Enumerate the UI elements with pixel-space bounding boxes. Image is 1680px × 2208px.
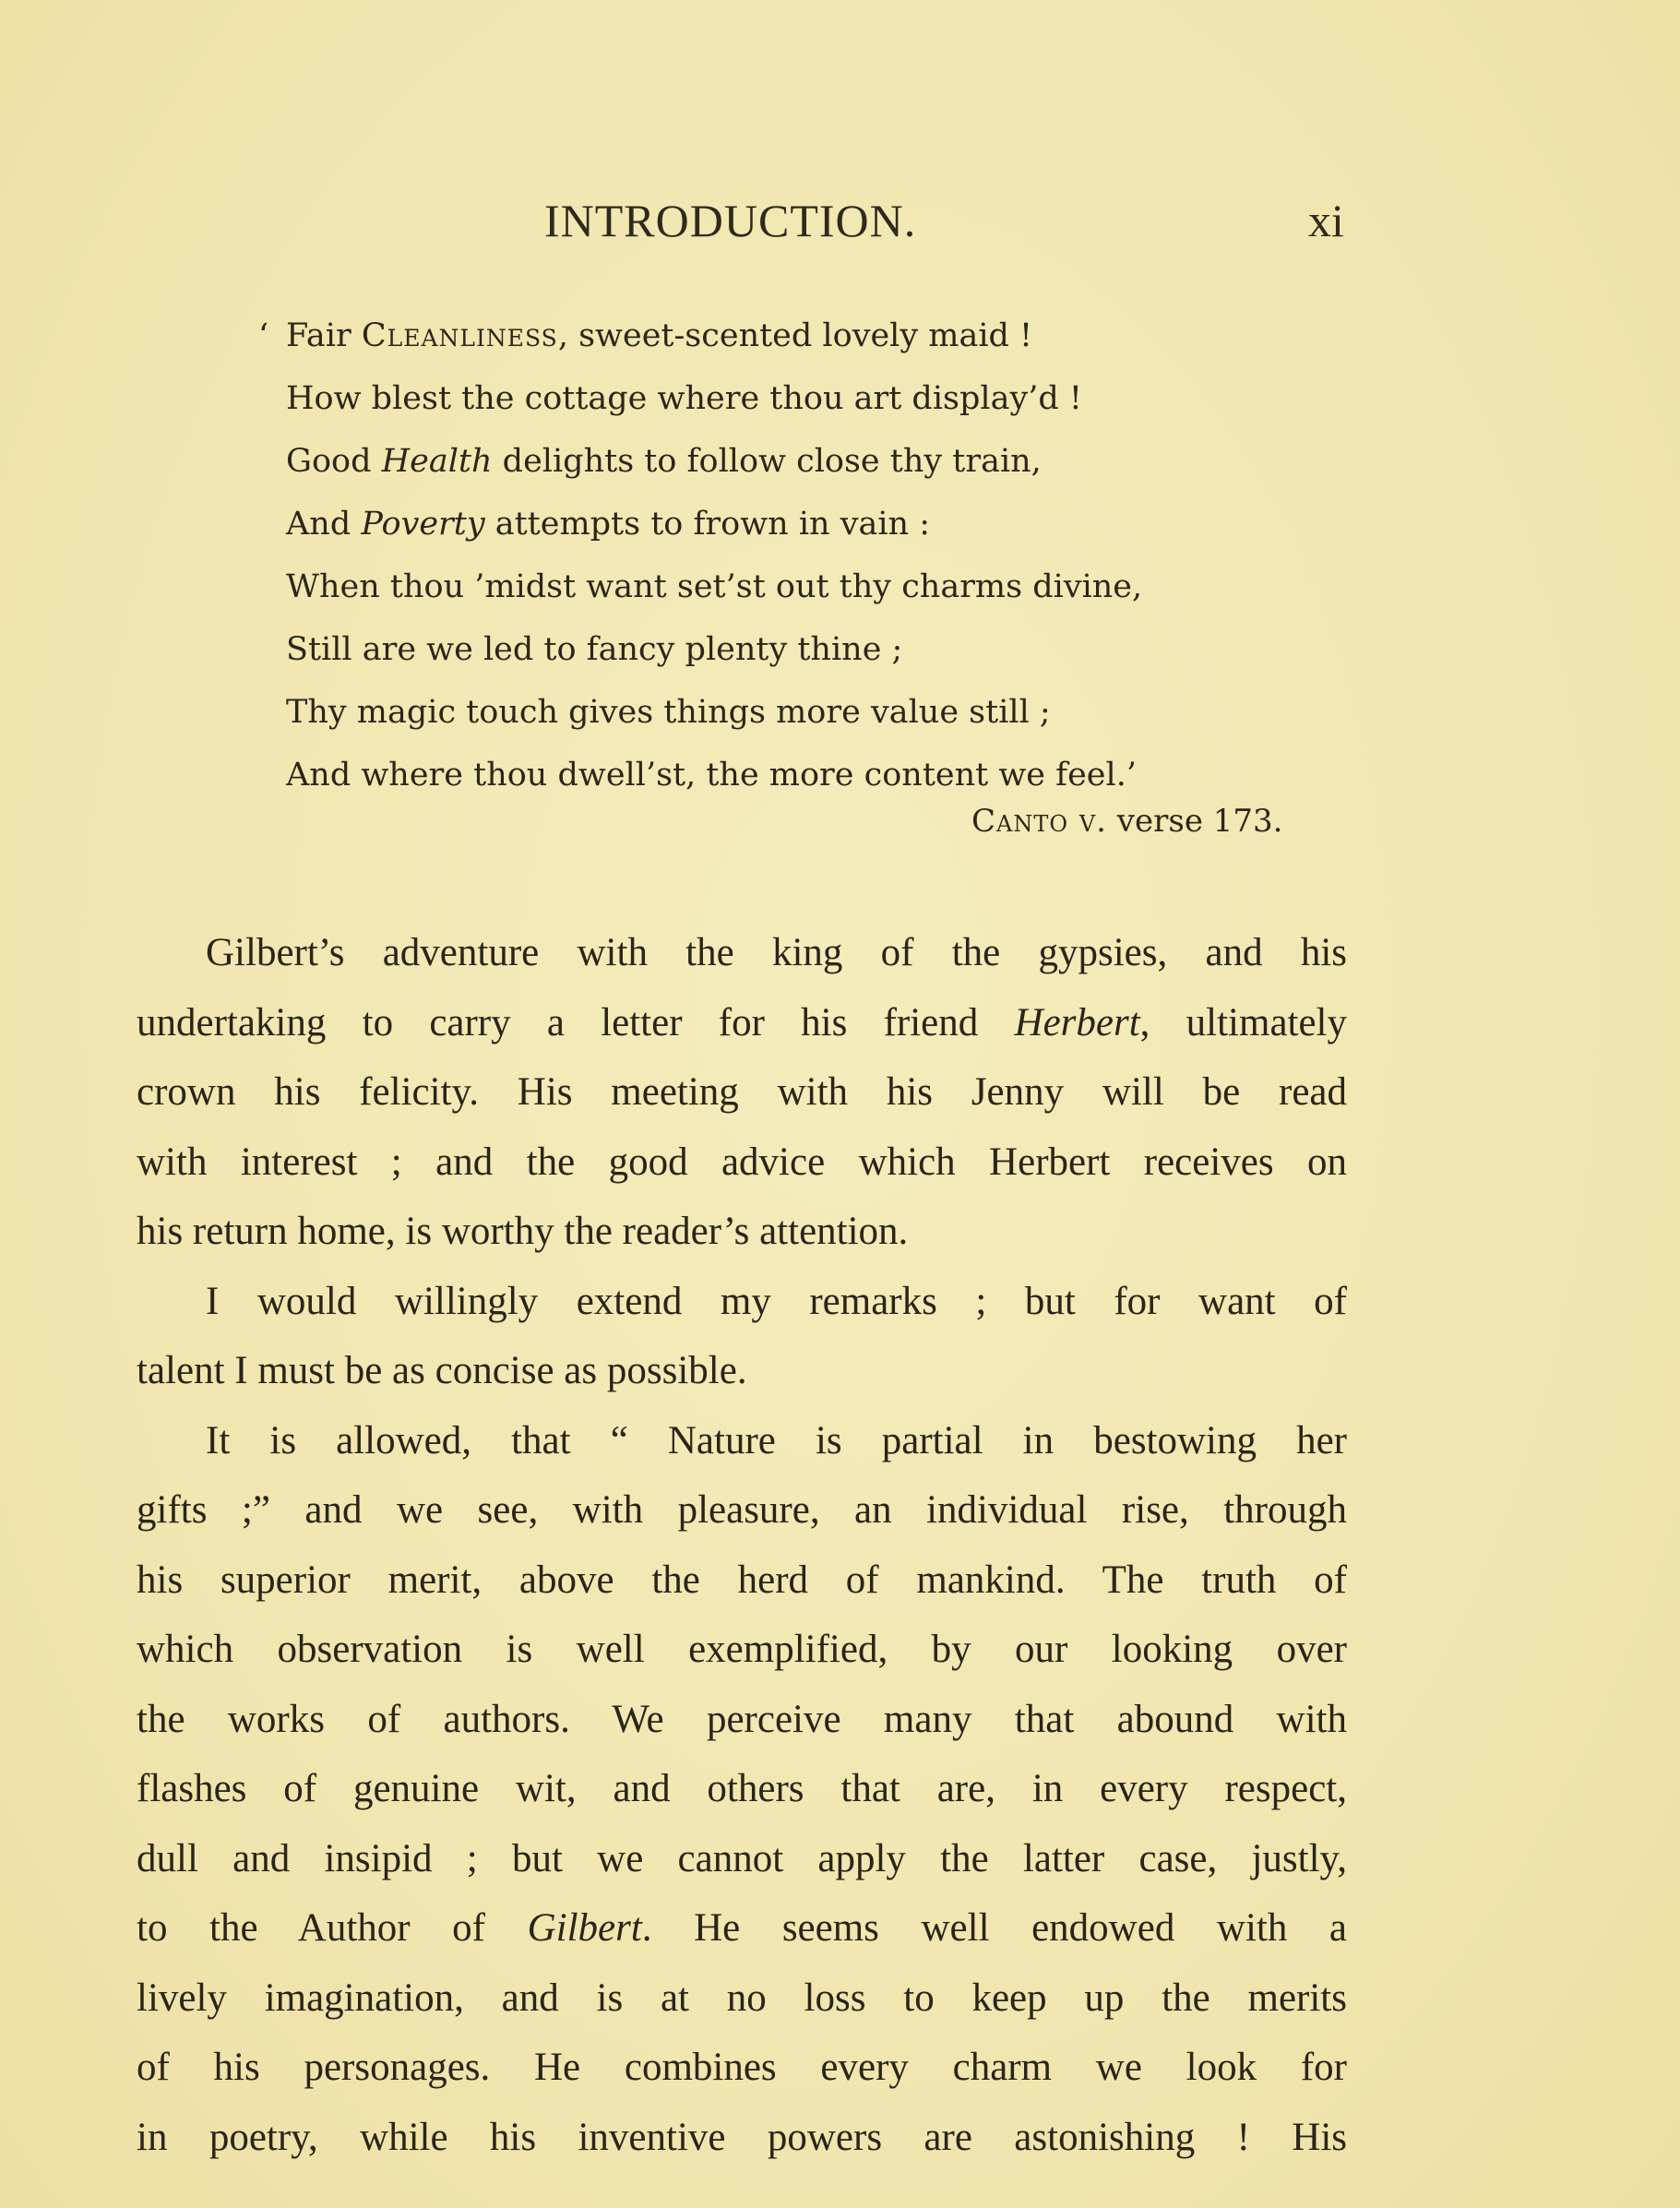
line-text: in poetry, while his inventive powers are astonishing ! His — [137, 2115, 1347, 2159]
text-line — [137, 1893, 1347, 1963]
text-line — [137, 1336, 1347, 1406]
text-line — [137, 1754, 1347, 1824]
opening-quote-mark: ‘ — [258, 317, 269, 354]
line-text: undertaking to carry a letter for his friend — [137, 1000, 1015, 1044]
attribution-small-caps: Canto v. — [971, 803, 1107, 840]
verse-text: attempts to frown in vain : — [484, 506, 931, 543]
italic-name: Gilbert — [527, 1906, 642, 1950]
verse-small-caps: Cleanliness — [361, 317, 558, 354]
line-text: dull and insipid ; but we cannot apply the latter case, justly, — [137, 1836, 1347, 1880]
line-text: . He seems well endowed with a — [641, 1906, 1348, 1950]
line-text: Gilbert’s adventure with the king of the gypsies, and his — [206, 931, 1347, 974]
verse-line — [286, 618, 1347, 681]
verse-line — [286, 681, 1347, 744]
text-line — [137, 1824, 1347, 1894]
text-line — [137, 2033, 1347, 2103]
line-text: gifts ;” and we see, with pleasure, an individual rise, through — [137, 1488, 1347, 1532]
verse-line — [286, 744, 1347, 806]
text-line — [137, 918, 1347, 988]
line-text: flashes of genuine wit, and others that are, in every respect, — [137, 1767, 1347, 1810]
verse-italic: Poverty — [361, 506, 485, 543]
line-text: with interest ; and the good advice which Herbert receives on — [137, 1140, 1347, 1184]
verse-line — [286, 430, 1347, 493]
verse-text: delights to follow close thy train, — [492, 443, 1042, 480]
line-text: It is allowed, that “ Nature is partial in bestowing her — [206, 1418, 1347, 1462]
verse-text: And — [286, 506, 362, 543]
verse-attribution — [971, 803, 1282, 840]
italic-name: Herbert — [1014, 1000, 1140, 1044]
text-line — [137, 988, 1347, 1058]
text-line — [137, 1197, 1347, 1267]
line-text: , ultimately — [1139, 1000, 1348, 1044]
text-line — [137, 1057, 1347, 1128]
line-text: to the Author of — [137, 1906, 528, 1950]
text-line — [137, 2103, 1347, 2173]
line-text: of his personages. He combines every charm we look for — [137, 2046, 1347, 2089]
verse-line — [286, 555, 1347, 618]
attribution-text: verse 173. — [1106, 803, 1283, 840]
verse-quotation — [258, 304, 1347, 806]
verse-italic: Health — [381, 443, 493, 480]
line-text: crown his felicity. His meeting with his Jenny will be read — [137, 1070, 1347, 1114]
text-line — [137, 1615, 1347, 1685]
verse-text: When thou ’midst want set’st out thy charms divine, — [286, 568, 1143, 605]
verse-text: Thy magic touch gives things more value still ; — [286, 694, 1051, 731]
text-line — [137, 1475, 1347, 1546]
page-number: xi — [1308, 195, 1344, 246]
verse-text: Still are we led to fancy plenty thine ; — [286, 631, 903, 668]
verse-text: Good — [286, 443, 382, 480]
text-line — [137, 1128, 1347, 1198]
line-text: talent I must be as concise as possible. — [137, 1349, 747, 1392]
verse-text: How blest the cottage where thou art display’d ! — [286, 380, 1082, 417]
text-line — [137, 1963, 1347, 2034]
line-text: lively imagination, and is at no loss to keep up the merits — [137, 1975, 1347, 2020]
line-text: I would willingly extend my remarks ; but for want of — [206, 1279, 1347, 1323]
text-line — [137, 1267, 1347, 1337]
line-text: his return home, is worthy the reader’s attention. — [137, 1210, 909, 1253]
line-text: his superior merit, above the herd of mankind. The truth of — [137, 1558, 1347, 1602]
line-text: the works of authors. We perceive many that abound with — [137, 1697, 1347, 1741]
verse-line — [286, 493, 1347, 555]
verse-text: , sweet-scented lovely maid ! — [557, 317, 1033, 354]
verse-line — [286, 367, 1347, 430]
running-title: INTRODUCTION. — [544, 195, 917, 246]
running-head — [0, 194, 1680, 249]
text-line — [137, 1685, 1347, 1755]
verse-line — [258, 304, 1347, 367]
text-line — [137, 1546, 1347, 1616]
verse-text: Fair — [286, 317, 362, 354]
text-line — [137, 1406, 1347, 1476]
line-text: which observation is well exemplified, by our looking over — [137, 1628, 1347, 1671]
verse-text: And where thou dwell’st, the more content we feel.’ — [286, 757, 1137, 794]
body-text — [137, 918, 1347, 2172]
